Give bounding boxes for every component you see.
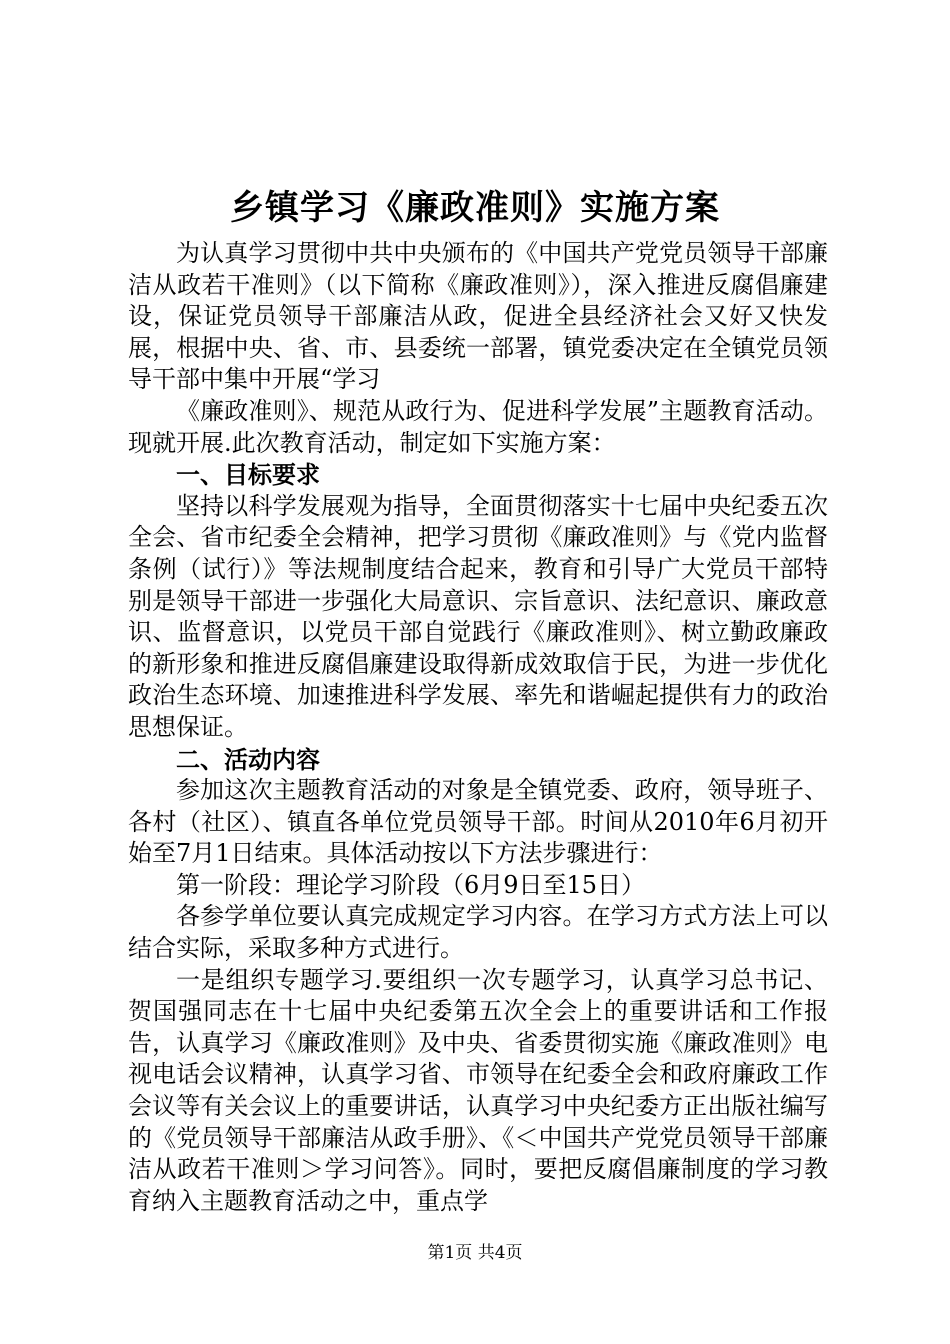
goals-paragraph: 坚持以科学发展观为指导，全面贯彻落实十七届中央纪委五次全会、省市纪委全会精神，把学习贯彻《廉政准则》与《党内监督条例（试行）》等法规制度结合起来，教育和引导广大党员干部特别是领导干部进一步强化大局意识、宗旨意识、法纪意识、廉政意识、监督意识，以党员干部自觉践行《廉政准则》、树立勤政廉政的新形象和推进反腐倡廉建设取得新成效取信于民，为进一步优化政治生态环境、加速推进科学发展、率先和谐崛起提供有力的政治思想保证。 [128, 491, 828, 741]
intro-paragraph-continued: 《廉政准则》、规范从政行为、促进科学发展”主题教育活动。现就开展.此次教育活动，制定如下实施方案： [128, 396, 828, 457]
document-title: 乡镇学习《廉政准则》实施方案 [230, 188, 720, 228]
page-footer: 第1页 共4页 [427, 1243, 523, 1263]
section-heading-goals: 一、目标要求 [176, 460, 320, 490]
activities-paragraph: 参加这次主题教育活动的对象是全镇党委、政府，领导班子、各村（社区）、镇直各单位党员领导干部。时间从2010年6月初开始至7月1日结束。具体活动按以下方法步骤进行： [128, 776, 828, 868]
section-heading-activities: 二、活动内容 [176, 744, 320, 774]
stage-one-paragraph: 各参学单位要认真完成规定学习内容。在学习方式方法上可以结合实际，采取多种方式进行。 [128, 902, 828, 963]
document-body [128, 238, 828, 1217]
special-study-paragraph: 一是组织专题学习.要组织一次专题学习，认真学习总书记、贺国强同志在十七届中央纪委第五次全会上的重要讲话和工作报告，认真学习《廉政准则》及中央、省委贯彻实施《廉政准则》电视电话会议精神，认真学习省、市领导在纪委全会和政府廉政工作会议等有关会议上的重要讲话，认真学习中央纪委方正出版社编写的《党员领导干部廉洁从政手册》、《＜中国共产党党员领导干部廉洁从政若干准则＞学习问答》。同时，要把反腐倡廉制度的学习教育纳入主题教育活动之中，重点学 [128, 965, 828, 1215]
intro-paragraph: 为认真学习贯彻中共中央颁布的《中国共产党党员领导干部廉洁从政若干准则》（以下简称《廉政准则》），深入推进反腐倡廉建设，保证党员领导干部廉洁从政，促进全县经济社会又好又快发展，根据中央、省、市、县委统一部署，镇党委决定在全镇党员领导干部中集中开展“学习 [128, 239, 828, 394]
stage-one-heading: 第一阶段：理论学习阶段（6月9日至15日） [176, 870, 646, 899]
